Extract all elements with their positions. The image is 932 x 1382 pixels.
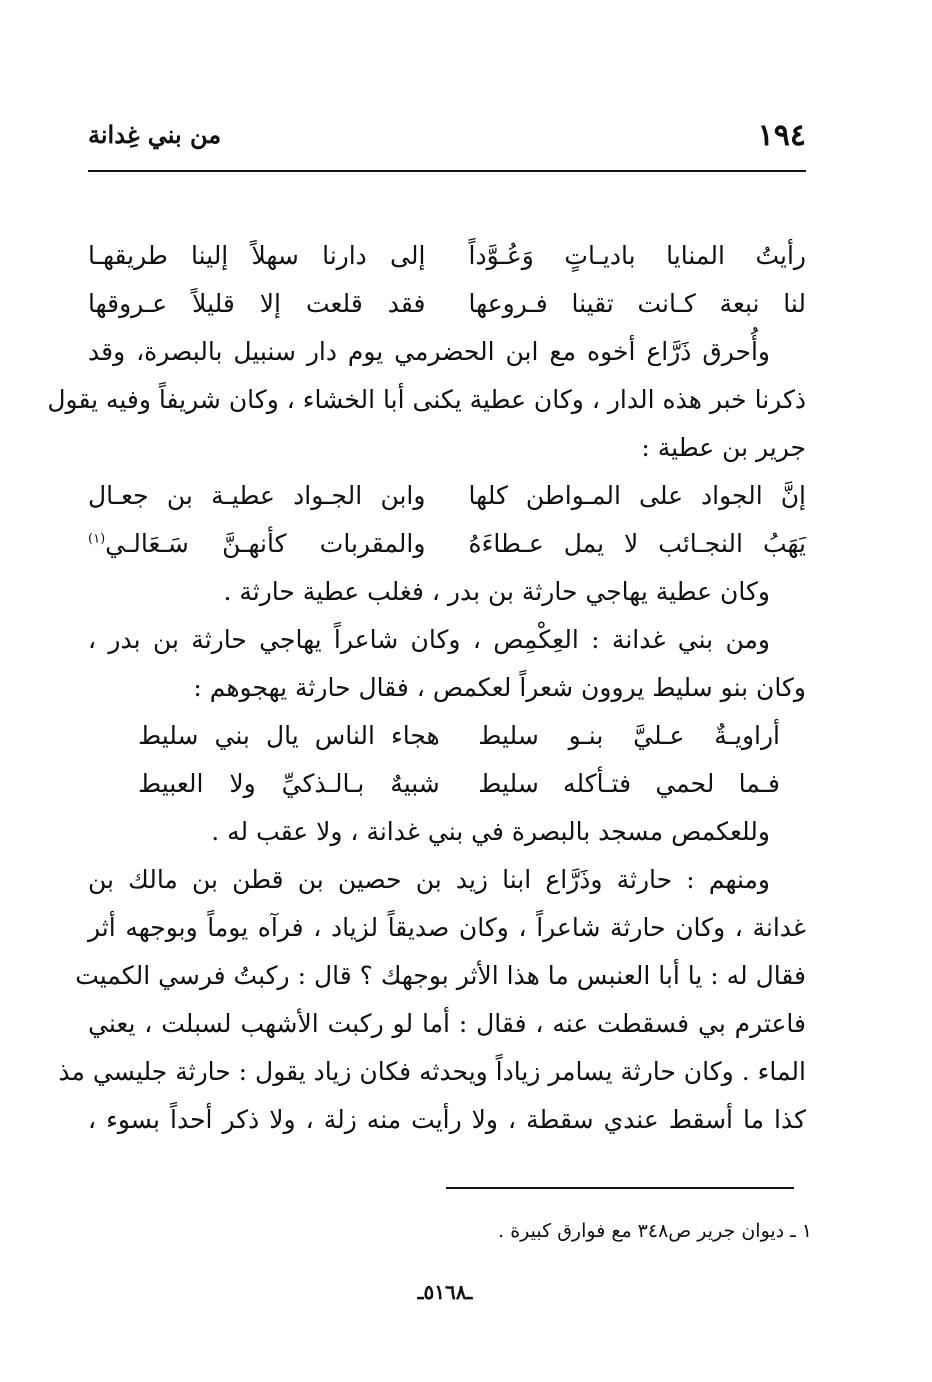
- prose-line: كذا ما أسقط عندي سقطة ، ولا رأيت منه زلة ، ولا ذكر أحداً بسوء ،: [88, 1105, 806, 1134]
- verse-second-hemistich: وابن الجـواد عطيـة بن جعـال: [88, 481, 426, 510]
- verse-line: [88, 520, 806, 568]
- verse-second-hemistich: هجاء الناس يال بني سليط: [138, 721, 440, 750]
- verse-line: [138, 712, 780, 760]
- footnote-rule: [446, 1187, 794, 1189]
- footnote-marker[interactable]: (١): [88, 531, 106, 547]
- prose-line: ذكرنا خبر هذه الدار ، وكان عطية يكنى أبا الخشاء ، وكان شريفاً وفيه يقول: [47, 385, 806, 414]
- prose-line: فقال له : يا أبا العنبس ما هذا الأثر بوجهك ؟ قال : ركبتُ فرسي الكميت: [75, 961, 806, 990]
- prose-line: وكان عطية يهاجي حارثة بن بدر ، فغلب عطية حارثة .: [223, 577, 770, 606]
- verse-second-hemistich: شبيهٌ بـالـذكيِّ ولا العبيط: [138, 769, 440, 798]
- verse-first-hemistich: فـما لحمي فتـأكله سليط: [478, 769, 780, 798]
- prose-line: الماء . وكان حارثة يسامر زياداً ويحدثه فكان زياد يقول : حارثة جليسي مذ: [58, 1057, 806, 1086]
- page-number: ١٩٤: [757, 118, 806, 153]
- folio-number: ـ٥١٦٨ـ: [417, 1280, 473, 1304]
- verse-line: [138, 760, 780, 808]
- verse-first-hemistich: يَهَبُ النجـائب لا يمل عـطاءَهُ: [468, 529, 806, 558]
- verse-first-hemistich: إنَّ الجواد على المـواطن كلها: [468, 481, 806, 510]
- verse-first-hemistich: لنا نبعة كـانت تقينا فـروعها: [468, 289, 806, 318]
- verse-first-hemistich: رأيتُ المنايا باديـاتٍ وَعُـوَّداً: [468, 241, 806, 270]
- prose-line: وأُحرق ذَرَّاع أخوه مع ابن الحضرمي يوم دار سنبيل بالبصرة، وقد: [88, 337, 770, 366]
- header-rule: [88, 170, 806, 172]
- verse-second-hemistich: فقد قلعت إلا قليلاً عـروقها: [88, 289, 426, 318]
- running-title: من بني غِدانة: [88, 120, 222, 149]
- prose-line: ومنهم : حارثة وذَرَّاع ابنا زيد بن حصين بن قطن بن مالك بن: [88, 865, 770, 894]
- prose-line: فاعترم بي فسقطت عنه ، فقال : أما لو ركبت الأشهب لسبلت ، يعني: [88, 1009, 806, 1038]
- verse-line: [88, 472, 806, 520]
- running-header: [88, 118, 806, 158]
- prose-line: جرير بن عطية :: [641, 433, 806, 462]
- prose-line: ومن بني غدانة : العِكْمِص ، وكان شاعراً يهاجي حارثة بن بدر ،: [88, 625, 770, 654]
- footnote: ١ ـ ديوان جرير ص٣٤٨ مع فوارق كبيرة .: [498, 1220, 812, 1242]
- verse-second-hemistich: إلى دارنا سهلاً إلينا طريقهـا: [88, 241, 426, 270]
- prose-line: وللعكمص مسجد بالبصرة في بني غدانة ، ولا عقب له .: [211, 817, 770, 846]
- verse-line: [88, 232, 806, 280]
- main-text: [47, 232, 806, 1144]
- verse-second-hemistich: [88, 520, 425, 568]
- verse-line: [88, 280, 806, 328]
- prose-line: وكان بنو سليط يروون شعراً لعكمص ، فقال حارثة يهجوهم :: [193, 673, 806, 702]
- prose-line: غدانة ، وكان حارثة شاعراً ، وكان صديقاً لزياد ، فرآه يوماً وبوجهه أثر: [88, 913, 806, 942]
- verse-first-hemistich: أراويـةٌ عـليَّ بنـو سليط: [478, 721, 780, 750]
- hemistich-text: والمقربات كأنهـنَّ سَـعَالـي: [105, 529, 426, 558]
